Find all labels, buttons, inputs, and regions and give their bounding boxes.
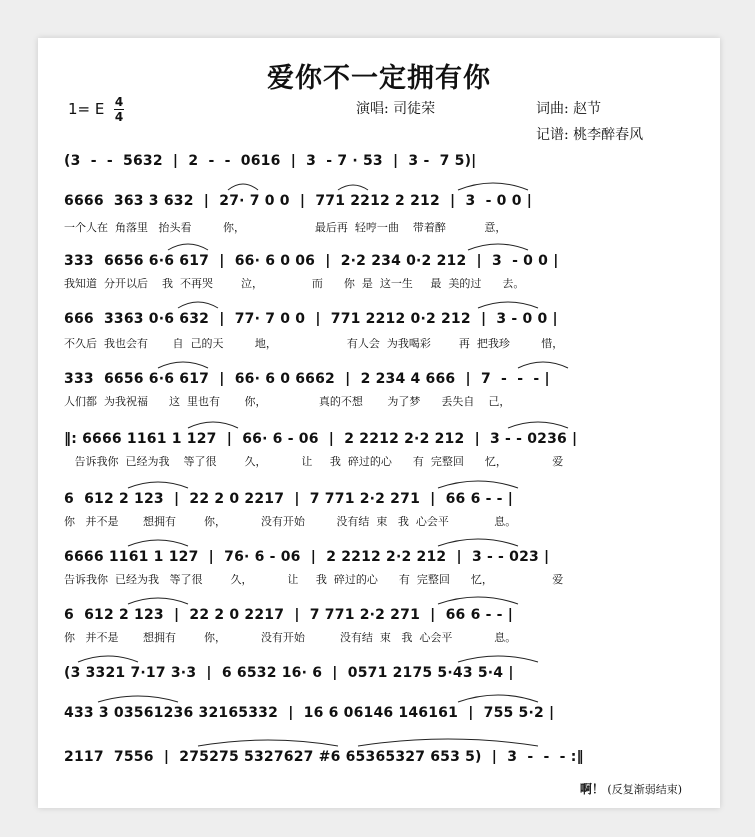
score-markings (38, 38, 720, 808)
score-line-6: ‖: 6666 1161 1 127 | 66· 6 - 06 | 2 2212 2·2 212 | 3 - - 0236 | (64, 432, 578, 446)
score-line-2: 6666 363 3 632 | 27· 7 0 0 | 771 2212 2 212 | 3 - 0 0 | (64, 194, 533, 208)
song-title: 爱你不一定拥有你 (267, 63, 491, 94)
score-line-3: 333 6656 6·6 617 | 66· 6 0 06 | 2·2 234 0·2 212 | 3 - 0 0 | (64, 254, 559, 268)
lyric-line-7: 你 并不是 想拥有 你， 没有开始 没有结 束 我 心会平 息。 (64, 516, 517, 528)
score-line-11: 433 3 03561236 32165332 | 16 6 06146 146161 | 755 5·2 | (64, 706, 555, 720)
lyric-line-6: 告诉我你 已经为我 等了很 久， 让 我 碎过的心 有 完整回 忆， 爱 (64, 456, 564, 468)
ending-instruction: (反复渐弱结束) (607, 783, 682, 796)
transcriber-credit: 记谱: 桃李醉春风 (536, 127, 644, 143)
time-bottom: 4 (114, 110, 124, 124)
composer-credit: 词曲: 赵节 (536, 101, 602, 117)
score-line-1: (3 - - 5632 | 2 - - 0616 | 3 - 7 · 53 | 3 - 7 5)| (64, 154, 477, 168)
lyric-line-2: 一个人在 角落里 抬头看 你， 最后再 轻哼一曲 带着醉 意， (64, 222, 507, 234)
lyric-line-9: 你 并不是 想拥有 你， 没有开始 没有结 束 我 心会平 息。 (64, 632, 517, 644)
lyric-line-4: 不久后 我也会有 自 己的天 地， 有人会 为我喝彩 再 把我珍 惜， (64, 338, 564, 350)
lyric-line-5: 人们都 为我祝福 这 里也有 你， 真的不想 为了梦 丢失自 己， (64, 396, 511, 408)
score-line-12: 2117 7556 | 275275 5327627 #6 65365327 653 5) | 3 - - - :‖ (64, 750, 584, 764)
score-line-8: 6666 1161 1 127 | 76· 6 - 06 | 2 2212 2·2 212 | 3 - - 023 | (64, 550, 550, 564)
score-line-5: 333 6656 6·6 617 | 66· 6 0 6662 | 2 234 4 666 | 7 - - - | (64, 372, 550, 386)
time-top: 4 (114, 95, 124, 109)
score-line-7: 6 612 2 123 | 22 2 0 2217 | 7 771 2·2 271 | 66 6 - - | (64, 492, 514, 506)
score-line-9: 6 612 2 123 | 22 2 0 2217 | 7 771 2·2 271 | 66 6 - - | (64, 608, 514, 622)
score-sheet (38, 38, 720, 808)
lyric-line-3: 我知道 分开以后 我 不再哭 泣， 而 你 是 这一生 最 美的过 去。 (64, 278, 525, 290)
singer-credit: 演唱: 司徒荣 (356, 101, 436, 117)
key-signature: 1= E (68, 100, 105, 118)
score-line-10: (3 3321 7·17 3·3 | 6 6532 16· 6 | 0571 2175 5·43 5·4 | (64, 666, 514, 680)
ending-note (580, 780, 682, 797)
score-line-4: 666 3363 0·6 632 | 77· 7 0 0 | 771 2212 0·2 212 | 3 - 0 0 | (64, 312, 558, 326)
ending-exclaim: 啊！ (579, 782, 604, 796)
lyric-line-8: 告诉我你 已经为我 等了很 久， 让 我 碎过的心 有 完整回 忆， 爱 (64, 574, 564, 586)
